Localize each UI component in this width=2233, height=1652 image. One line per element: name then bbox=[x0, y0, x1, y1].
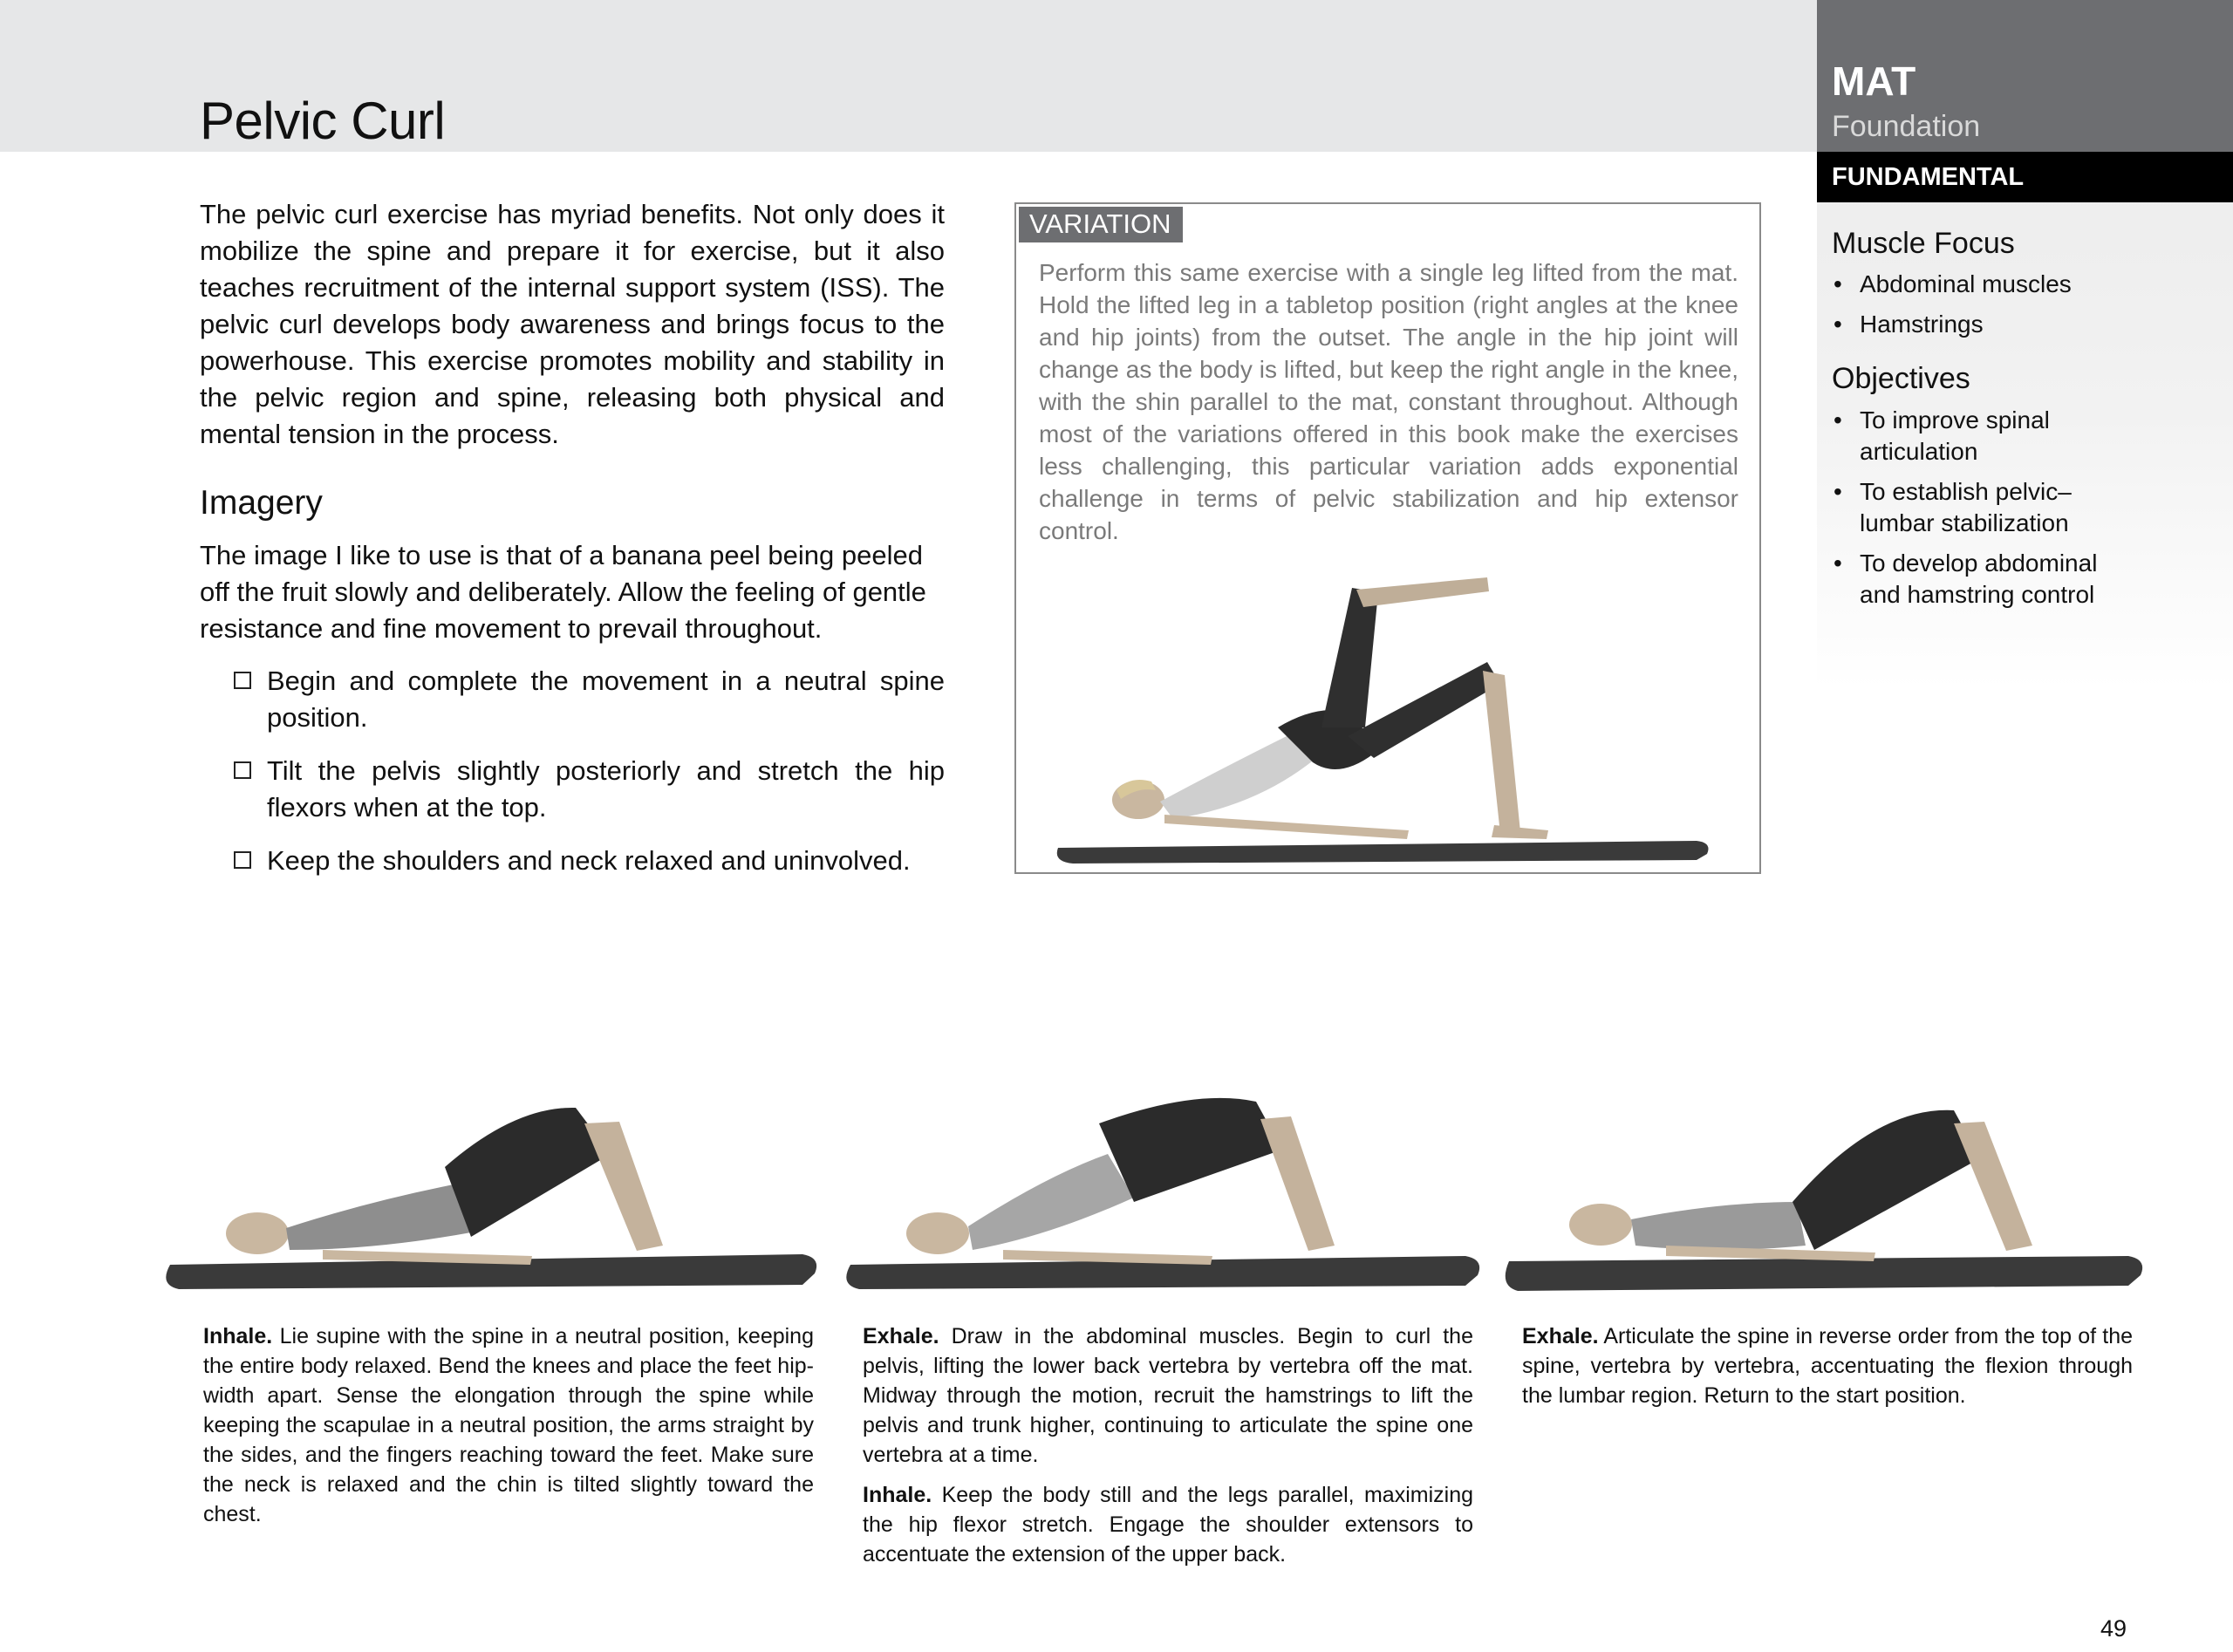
imagery-paragraph: The image I like to use is that of a banana peel being peeled off the fruit slowly and deliberately. Allow the feeling of gentle resistance and fine movement to prevail throughout. bbox=[200, 540, 926, 644]
muscle-focus-list bbox=[1832, 269, 2216, 349]
breath-cue: Inhale. bbox=[203, 1324, 273, 1348]
page-title: Pelvic Curl bbox=[200, 92, 446, 150]
checklist-item bbox=[231, 843, 945, 879]
list-item: • Abdominal muscles bbox=[1832, 269, 2216, 300]
muscle-focus-heading: Muscle Focus bbox=[1832, 227, 2015, 260]
level-label: FUNDAMENTAL bbox=[1817, 152, 2233, 202]
sidebar-header bbox=[1817, 0, 2233, 152]
checklist-text: Tilt the pelvis slightly posteriorly and stretch the hip flexors when at the top. bbox=[267, 755, 945, 823]
step-1-description bbox=[203, 1321, 814, 1539]
breath-cue: Exhale. bbox=[863, 1324, 939, 1348]
list-item: • To develop abdominal and hamstring control bbox=[1832, 548, 2121, 611]
sequence-frame-2 bbox=[846, 1098, 1479, 1289]
step-2-description bbox=[863, 1321, 1473, 1580]
step-text: Lie supine with the spine in a neutral position, keeping the entire body relaxed. Bend the knees and place the feet hip-width apart. Sense the elongation through the spine while keeping the scapulae in a neutral position, the arms straight by the sides, and the fingers reaching toward the feet. Make sure the neck is relaxed and the chin is tilted slightly toward the chest. bbox=[203, 1324, 814, 1526]
checkbox-icon bbox=[234, 672, 251, 689]
step-text: Draw in the abdominal muscles. Begin to curl the pelvis, lifting the lower back vertebra by vertebra off the mat. Midway through the motion, recruit the hamstrings to lift the pelvis and trunk higher, continuing to articulate the spine one vertebra at a time. bbox=[863, 1324, 1473, 1467]
list-item: • To improve spinal articulation bbox=[1832, 405, 2086, 468]
step-paragraph bbox=[863, 1321, 1473, 1470]
variation-box bbox=[1014, 202, 1761, 874]
imagery-heading: Imagery bbox=[200, 484, 323, 522]
single-leg-pelvic-curl-photo bbox=[1034, 553, 1742, 867]
checkbox-icon bbox=[234, 851, 251, 869]
intro-paragraph: The pelvic curl exercise has myriad benefits. Not only does it mobilize the spine and prepare it for exercise, but it also teaches recruitment of the internal support system (ISS). The pelvic curl develops body awareness and brings focus to the powerhouse. This exercise promotes mobility and stability in the pelvic region and spine, releasing both physical and mental tension in the process. bbox=[200, 199, 945, 449]
breath-cue: Exhale. bbox=[1522, 1324, 1599, 1348]
sequence-frame-3 bbox=[1506, 1110, 2142, 1291]
subcategory-label: Foundation bbox=[1832, 110, 1981, 143]
variation-label: VARIATION bbox=[1019, 207, 1183, 242]
page-number: 49 bbox=[2100, 1615, 2127, 1642]
exercise-sidebar bbox=[1817, 0, 2233, 689]
step-paragraph bbox=[203, 1321, 814, 1529]
pelvic-curl-sequence-photos bbox=[61, 1071, 2172, 1324]
sequence-frame-1 bbox=[166, 1108, 816, 1289]
checklist-text: Keep the shoulders and neck relaxed and uninvolved. bbox=[267, 845, 911, 876]
checklist-text: Begin and complete the movement in a neutral spine position. bbox=[267, 666, 945, 733]
objectives-list bbox=[1832, 405, 2216, 619]
checkbox-icon bbox=[234, 761, 251, 779]
checklist-item bbox=[231, 753, 945, 826]
list-item: • Hamstrings bbox=[1832, 309, 2216, 340]
checklist-item bbox=[231, 663, 945, 736]
step-3-description bbox=[1522, 1321, 2133, 1421]
breath-cue: Inhale. bbox=[863, 1483, 932, 1507]
category-label: MAT bbox=[1832, 58, 1916, 104]
variation-text: Perform this same exercise with a single leg lifted from the mat. Hold the lifted leg in a tabletop position (right angles at the knee and hip joints) from the outset. The angle in the hip joint will change as the body is lifted, but keep the right angle in the knee, with the shin parallel to the mat, constant throughout. Although most of the variations offered in this book make the exercises less challenging, this particular variation adds exponential challenge in terms of pelvic stabilization and hip extensor control. bbox=[1039, 259, 1738, 544]
step-text: Articulate the spine in reverse order from the top of the spine, vertebra by vertebra, accentuating the flexion through the lumbar region. Return to the start position. bbox=[1522, 1324, 2133, 1408]
imagery-checklist bbox=[231, 663, 945, 896]
objectives-heading: Objectives bbox=[1832, 362, 1970, 395]
step-paragraph bbox=[863, 1480, 1473, 1569]
list-item: • To establish pelvic–lumbar stabilization bbox=[1832, 476, 2095, 539]
step-paragraph bbox=[1522, 1321, 2133, 1410]
step-text: Keep the body still and the legs parallel, maximizing the hip flexor stretch. Engage the shoulder extensors to accentuate the extension of the upper back. bbox=[863, 1483, 1473, 1567]
